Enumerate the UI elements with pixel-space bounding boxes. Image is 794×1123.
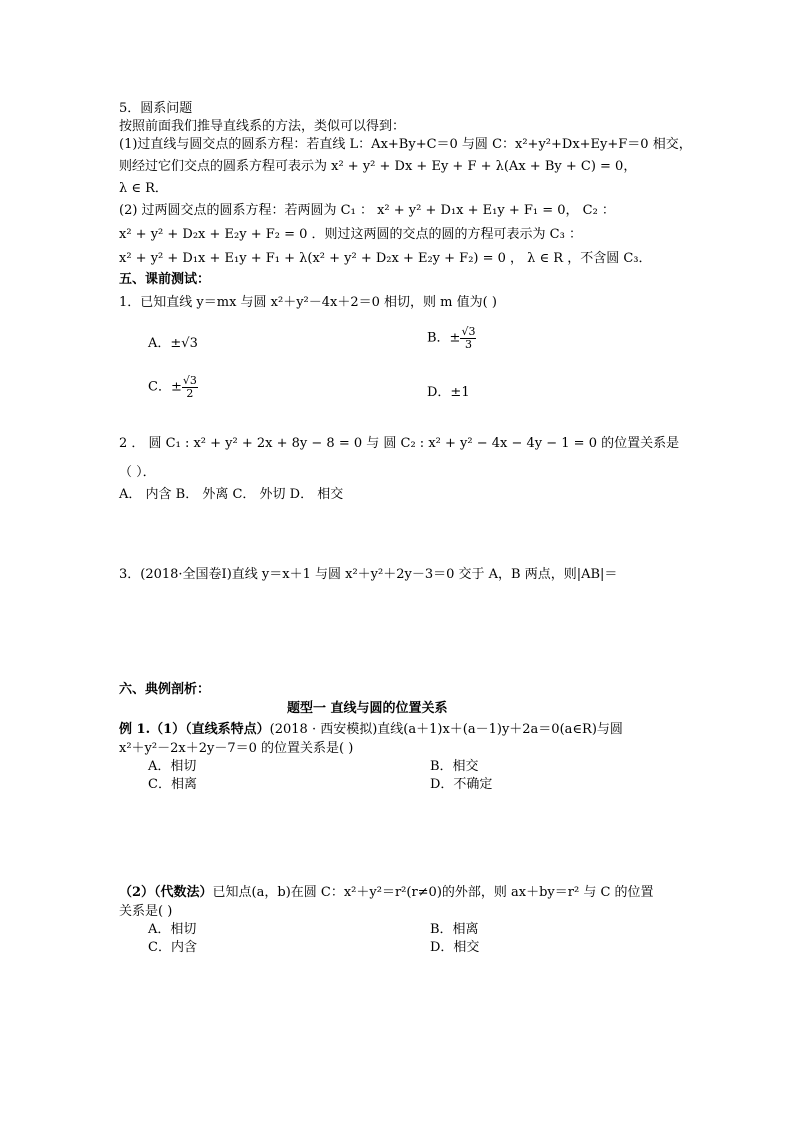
section5-title: 5．圆系问题 [119, 101, 193, 116]
q1-option-b-fraction [460, 326, 476, 350]
q1-option-b [427, 326, 476, 350]
q1-option-d: D．±1 [427, 385, 470, 400]
ex2-line1 [119, 886, 654, 899]
section-six-title: 六、典例剖析： [119, 682, 211, 697]
ex1-line2: x²＋y²－2x＋2y－7＝0 的位置关系是( ) [119, 741, 354, 756]
ex1-line1 [119, 723, 623, 736]
ex1-line1-rest: (2018 · 西安模拟)直线(a＋1)x＋(a－1)y＋2a＝0(a∈R)与圆 [269, 722, 623, 737]
q1-option-a [148, 337, 198, 350]
ex1-option-b: B．相交 [430, 759, 479, 774]
ex2-option-b: B．相离 [430, 922, 479, 937]
ex1-option-d: D．不确定 [430, 777, 493, 792]
section-five-title: 五、课前测试： [119, 272, 211, 287]
ex1-head: 例 1.（1）（直线系特点） [119, 722, 270, 737]
section5-intro: 按照前面我们推导直线系的方法，类似可以得到： [119, 119, 406, 134]
q2-options: A． 内含 B． 外离 C． 外切 D． 相交 [119, 487, 344, 502]
ex2-head: （2）（代数法） [119, 885, 213, 900]
q1-option-c-label: C．± [148, 379, 182, 395]
q3-stem: 3．(2018·全国卷Ⅰ)直线 y＝x＋1 与圆 x²＋y²＋2y－3＝0 交于 A，B 两点，则|AB|＝ [119, 567, 618, 582]
section5-p1-line3: λ ∈ R． [119, 181, 168, 196]
q1-option-b-numerator: √3 [461, 325, 476, 338]
section5-p1-line1: (1)过直线与圆交点的圆系方程：若直线 L：Ax+By+C＝0 与圆 C：x²+y²+Dx+Ey+F＝0 相交， [119, 137, 692, 152]
ex2-option-a: A．相切 [148, 922, 197, 937]
q1-option-a-value: √3 [181, 336, 198, 351]
q1-option-b-label: B．± [427, 330, 461, 346]
ex2-line1-rest: 已知点(a，b)在圆 C：x²＋y²＝r²(r≠0)的外部，则 ax＋by＝r² 与 C 的位置 [212, 885, 654, 900]
section5-p2-line2: x² + y² + D₂x + E₂y + F₂ = 0 ．则过这两圆的交点的圆的方程可表示为 C₃ ： [119, 227, 582, 242]
q2-line1: 2 ． 圆 C₁ : x² + y² + 2x + 8y − 8 = 0 与 圆 C₂ : x² + y² − 4x − 4y − 1 = 0 的位置关系是 [119, 436, 680, 451]
type1-title: 题型一 直线与圆的位置关系 [287, 701, 448, 716]
ex1-option-a: A．相切 [148, 759, 197, 774]
q2-line2: （ ）． [119, 465, 156, 480]
q1-stem: 1．已知直线 y＝mx 与圆 x²＋y²－4x＋2＝0 相切，则 m 值为( ) [119, 295, 497, 310]
q1-option-b-denominator: 3 [464, 337, 472, 351]
q1-option-c-fraction [182, 375, 198, 399]
ex2-line2: 关系是( ) [119, 904, 173, 919]
q1-option-a-label: A．± [148, 336, 182, 351]
ex2-option-c: C．内含 [148, 940, 197, 955]
q1-option-c [148, 375, 198, 399]
q1-option-c-denominator: 2 [186, 386, 194, 400]
section5-p2-line3: x² + y² + D₁x + E₁y + F₁ + λ(x² + y² + D₂x + E₂y + F₂) = 0 ， λ ∈ R ，不含圆 C₃． [119, 251, 652, 266]
q1-option-c-numerator: √3 [182, 374, 197, 387]
ex1-option-c: C．相离 [148, 777, 197, 792]
section5-p1-line2: 则经过它们交点的圆系方程可表示为 x² + y² + Dx + Ey + F + λ(Ax + By + C) = 0， [119, 159, 637, 174]
section5-p2-line1: (2) 过两圆交点的圆系方程：若两圆为 C₁ ： x² + y² + D₁x + E₁y + F₁ = 0， C₂ ： [119, 203, 615, 218]
ex2-option-d: D．相交 [430, 940, 480, 955]
